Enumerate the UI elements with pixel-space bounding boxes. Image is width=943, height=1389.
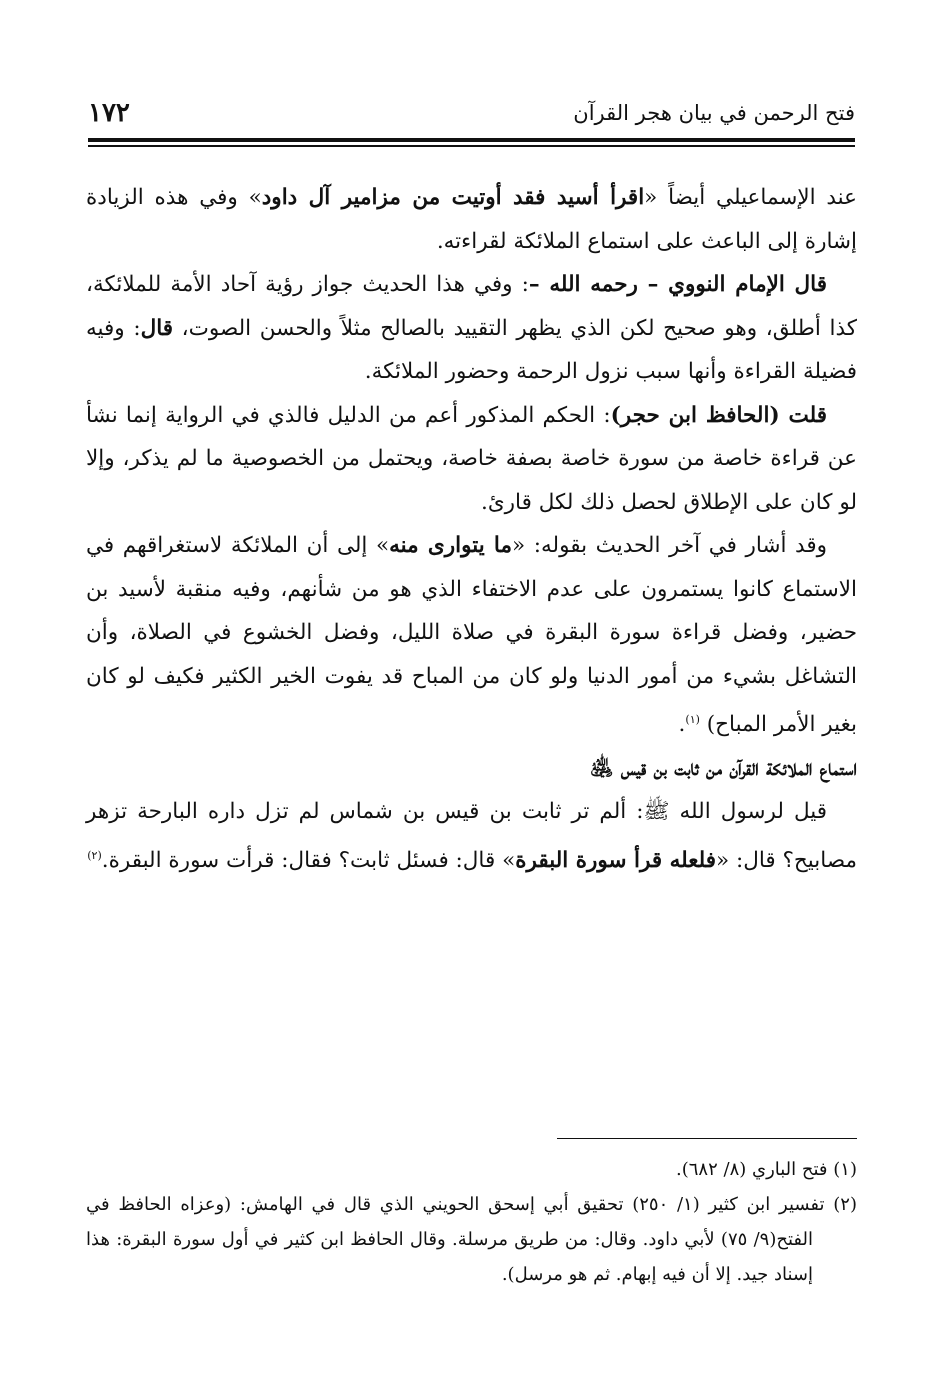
p1-text-c: » وفي هذه الزيادة إشارة إلى الباعث على استماع الملائكة لقراءته.	[86, 185, 857, 254]
p4-text-c: » إلى أن الملائكة لاستغراقهم في الاستماع كانوا يستمرون على عدم الاختفاء الذي هو من شأنهم، وفيه منقبة لأسيد بن حضير، وفضل قراءة سورة البقرة في صلاة الليل، وفضل الخشوع في الصلاة، وأن التشاغل بشيء من أمور الدنيا ولو كان من المباح قد يفوت الخير الكثير فكيف لو كان بغير الأمر المباح)	[86, 533, 857, 738]
footnote-1: (١) فتح الباري (٨/ ٦٨٢).	[676, 1159, 857, 1180]
footnotes	[86, 1152, 857, 1292]
p1-hadith-quote: اقرأ أسيد فقد أوتيت من مزامير آل داود	[261, 185, 645, 210]
header-rule-thin	[88, 145, 855, 147]
footnote-ref-1[interactable]: (١)	[685, 713, 700, 726]
footnote-2: (٢) تفسير ابن كثير (١/ ٢٥٠) تحقيق أبي إسحق الحويني الذي قال في الهامش: (وعزاه الحافظ في الفتح(٩/ ٧٥) لأبي داود. وقال: من طريق مرسلة. وقال الحافظ ابن كثير في أول سورة البقرة: هذا إسناد جيد. إلا أن فيه إبهام. ثم هو مرسل).	[86, 1194, 857, 1285]
paragraph-2	[86, 263, 857, 394]
p3-text-b: : الحكم المذكور أعم من الدليل فالذي في الرواية إنما نشأ عن قراءة خاصة من سورة خاصة بصفة خاصة، ويحتمل من الخصوصية ما لم يذكر، وإلا لو كان على الإطلاق لحصل ذلك لكل قارئ.	[86, 402, 857, 515]
running-title: فتح الرحمن في بيان هجر القرآن	[573, 101, 855, 125]
page-header	[88, 92, 855, 134]
p2-speaker: قال الإمام النووي – رحمه الله –	[528, 272, 828, 297]
footnote-separator	[557, 1138, 857, 1139]
p4-hadith-quote: ما يتوارى منه	[389, 533, 513, 558]
p4-end: .	[678, 712, 686, 738]
p5-hadith-quote: فلعله قرأ سورة البقرة	[515, 847, 716, 873]
page-number: ١٧٢	[88, 98, 130, 128]
paragraph-4	[86, 524, 857, 747]
paragraph-3	[86, 394, 857, 525]
p3-speaker: قلت (الحافظ ابن حجر)	[610, 402, 827, 428]
p4-text-a: وقد أشار في آخر الحديث بقوله: «	[512, 533, 827, 558]
paragraph-1	[86, 176, 857, 263]
p2-text-d: : وفيه فضيلة القراءة وأنها سبب نزول الرحمة وحضور الملائكة.	[86, 315, 857, 384]
p5-text-c: » قال: فسئل ثابت؟ فقال: قرأت سورة البقرة.	[101, 847, 516, 873]
p2-qala: قال	[140, 315, 174, 341]
p2-text-b: : وفي هذا الحديث جواز رؤية آحاد الأمة للملائكة، كذا أطلق، وهو صحيح لكن الذي يظهر التقييد بالصالح مثلاً والحسن الصوت،	[86, 272, 857, 341]
header-rule-thick	[88, 138, 855, 142]
body-text	[86, 176, 857, 882]
footnote-ref-2[interactable]: (٢)	[87, 848, 102, 862]
paragraph-5	[86, 790, 857, 882]
p5-text-a: قيل لرسول الله ﷺ: ألم تر ثابت بن قيس بن شماس لم تزل داره البارحة تزهر مصابيح؟ قال: «	[86, 799, 857, 873]
section-heading: استماع الملائكة القرآن من ثابت بن قيس ﵁	[589, 755, 857, 781]
p1-text-a: عند الإسماعيلي أيضاً «	[644, 185, 858, 210]
